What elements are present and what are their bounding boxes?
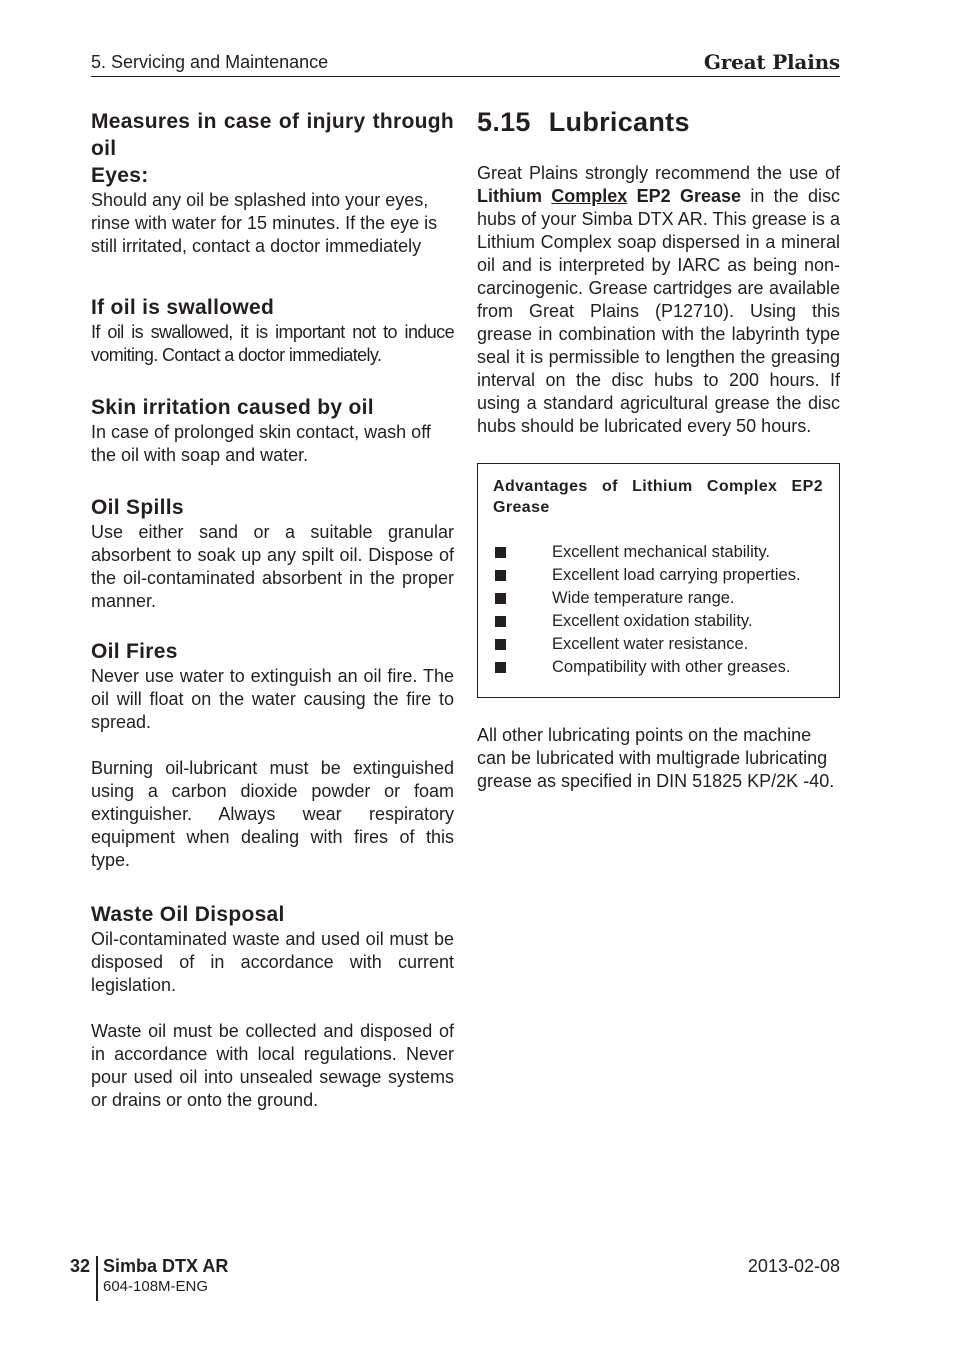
footer-doc-code: 604-108M-ENG bbox=[103, 1278, 209, 1295]
advantages-box bbox=[477, 463, 840, 698]
intro-text: Great Plains strongly recommend the use of bbox=[477, 163, 840, 183]
page-number: 32 bbox=[70, 1256, 91, 1276]
intro-underline-complex: Complex bbox=[551, 186, 628, 206]
intro-bold-lithium: Lithium bbox=[477, 186, 552, 206]
fires-text-1: Never use water to extinguish an oil fire. The oil will float on the water causing the fire to spread. bbox=[91, 666, 454, 732]
fires-section bbox=[91, 638, 454, 872]
square-bullet-icon bbox=[495, 662, 506, 673]
skin-section bbox=[91, 394, 454, 467]
square-bullet-icon bbox=[495, 547, 506, 558]
header-section-title: 5. Servicing and Maintenance bbox=[91, 52, 329, 72]
list-item-text: Excellent oxidation stability. bbox=[552, 612, 753, 630]
section-heading bbox=[477, 106, 840, 138]
waste-heading: Waste Oil Disposal bbox=[91, 903, 285, 926]
list-item-text: Excellent mechanical stability. bbox=[552, 543, 770, 561]
footer-date: 2013-02-08 bbox=[747, 1256, 840, 1276]
fires-text-2: Burning oil-lubricant must be extinguished using a carbon dioxide powder or foam extinguisher. Always wear respiratory equipment when dealing with fires of this type. bbox=[91, 758, 454, 870]
waste-section bbox=[91, 901, 454, 1112]
section-title: Lubricants bbox=[548, 107, 690, 137]
skin-heading: Skin irritation caused by oil bbox=[91, 396, 374, 419]
waste-text-1: Oil-contaminated waste and used oil must be disposed of in accordance with current legislation. bbox=[91, 929, 454, 995]
brand-logo-text: Great Plains bbox=[703, 50, 840, 74]
lubricant-intro bbox=[477, 162, 840, 438]
intro-bold-grease: EP2 Grease bbox=[627, 186, 742, 206]
injury-heading: Measures in case of injury through oil bbox=[91, 110, 454, 160]
skin-text: In case of prolonged skin contact, wash off the oil with soap and water. bbox=[91, 422, 431, 465]
list-item bbox=[493, 541, 823, 564]
list-item-text: Compatibility with other greases. bbox=[552, 658, 791, 676]
fires-heading: Oil Fires bbox=[91, 640, 178, 663]
advantages-title: Advantages of Lithium Complex EP2 Grease bbox=[493, 478, 823, 516]
square-bullet-icon bbox=[495, 639, 506, 650]
list-item-text: Excellent load carrying properties. bbox=[552, 566, 801, 584]
swallowed-section bbox=[91, 294, 454, 367]
eyes-heading: Eyes: bbox=[91, 164, 149, 187]
swallowed-text: If oil is swallowed, it is important not to induce vomiting. Contact a doctor immediately. bbox=[91, 322, 454, 365]
list-item bbox=[493, 656, 823, 679]
injury-section bbox=[91, 108, 454, 258]
square-bullet-icon bbox=[495, 570, 506, 581]
square-bullet-icon bbox=[495, 616, 506, 627]
list-item bbox=[493, 564, 823, 587]
footer-divider bbox=[96, 1256, 98, 1301]
page-header bbox=[91, 50, 840, 77]
right-column bbox=[477, 106, 840, 793]
list-item-text: Excellent water resistance. bbox=[552, 635, 749, 653]
list-item bbox=[493, 633, 823, 656]
closing-text: All other lubricating points on the machine can be lubricated with multigrade lubricating grease as specified in DIN 51825 KP/2K -40. bbox=[477, 725, 835, 791]
list-item bbox=[493, 610, 823, 633]
advantages-list bbox=[493, 541, 823, 679]
swallowed-heading: If oil is swallowed bbox=[91, 296, 275, 319]
square-bullet-icon bbox=[495, 593, 506, 604]
waste-text-2: Waste oil must be collected and disposed of in accordance with local regulations. Never pour used oil into unsealed sewage systems or drains or onto the ground. bbox=[91, 1021, 454, 1110]
footer-model: Simba DTX AR bbox=[103, 1256, 229, 1276]
list-item-text: Wide temperature range. bbox=[552, 589, 735, 607]
spills-heading: Oil Spills bbox=[91, 496, 184, 519]
section-number: 5.15 bbox=[477, 107, 531, 137]
left-column bbox=[91, 108, 454, 1135]
spills-section bbox=[91, 494, 454, 613]
list-item bbox=[493, 587, 823, 610]
eyes-text: Should any oil be splashed into your eyes, rinse with water for 15 minutes. If the eye is still irritated, contact a doctor immediately bbox=[91, 190, 438, 256]
intro-rest: in the disc hubs of your Simba DTX AR. This grease is a Lithium Complex soap dispersed in a mineral oil and is interpreted by IARC as being non-carcinogenic. Grease cartridges are available from Great Plains (P12710). Using this grease in combination with the labyrinth type seal it is permissible to lengthen the greasing interval on the disc hubs to 200 hours. If using a standard agricultural grease the disc hubs should be lubricated every 50 hours. bbox=[477, 186, 840, 436]
spills-text: Use either sand or a suitable granular absorbent to soak up any spilt oil. Dispose of the oil-contaminated absorbent in the proper manner. bbox=[91, 522, 454, 611]
